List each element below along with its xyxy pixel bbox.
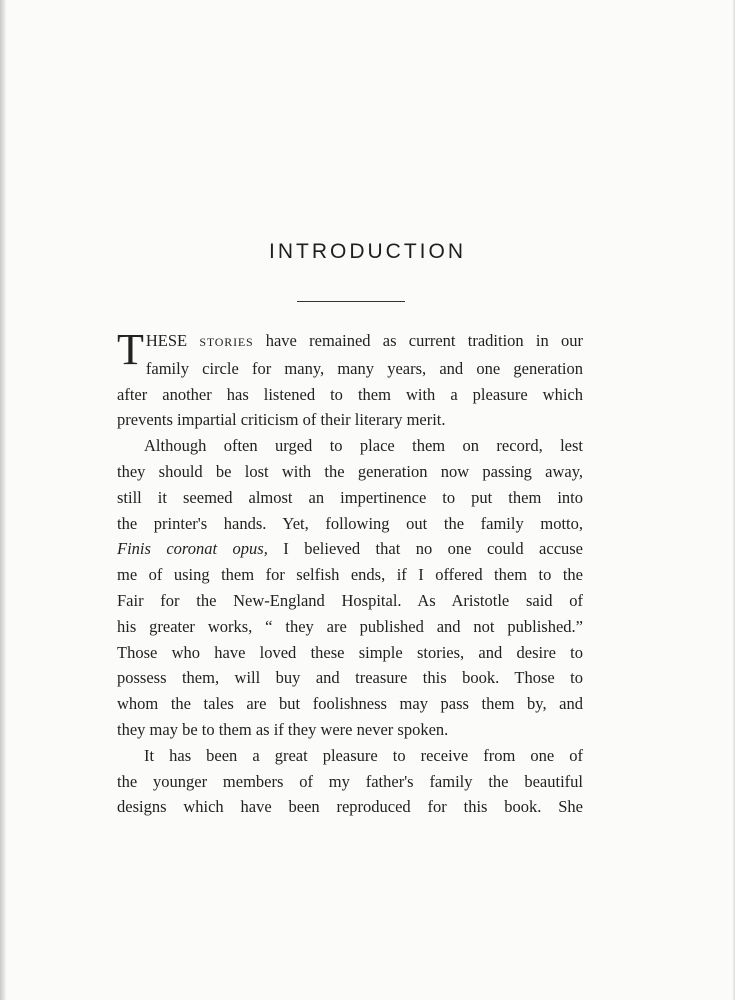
text-line: after another has listened to them with a pleasure which — [117, 384, 583, 404]
text-line: they may be to them as if they were never spoken. — [117, 719, 449, 739]
text-line: Those who have loved these simple stories, and desire to — [117, 642, 583, 662]
page-title: INTRODUCTION — [269, 240, 466, 263]
introduction-text — [117, 325, 584, 820]
text-line: possess them, will buy and treasure this book. Those to — [117, 668, 583, 688]
text-fragment: I believed that no one could accuse — [283, 539, 584, 559]
text-line: designs which have been reproduced for this book. She — [117, 797, 583, 817]
text-line: still it seemed almost an impertinence to put them into — [117, 487, 583, 507]
latin-motto: Finis coronat opus, — [117, 539, 268, 559]
text-line: prevents impartial criticism of their literary merit. — [117, 410, 446, 430]
paragraph-1 — [117, 325, 584, 433]
text-line: It has been a great pleasure to receive from one of — [144, 745, 583, 765]
text-fragment: have remained as current tradition in our — [265, 331, 584, 350]
paragraph-3 — [117, 743, 583, 820]
text-line: they should be lost with the generation now passing away, — [117, 461, 583, 481]
first-word-rest: HESE — [145, 331, 188, 350]
text-line — [117, 328, 583, 356]
page-left-edge — [0, 0, 6, 1000]
text-line: the printer's hands. Yet, following out the family motto, — [117, 513, 583, 533]
text-line — [117, 536, 583, 562]
text-line: his greater works, “ they are published and not published.” — [117, 616, 583, 636]
text-line: me of using them for selfish ends, if I offered them to the — [117, 565, 583, 585]
text-line: the younger members of my father's family the beautiful — [117, 771, 583, 791]
small-caps-word: STORIES — [199, 335, 254, 349]
text-line: family circle for many, many years, and one generation — [145, 358, 583, 378]
text-line: Although often urged to place them on record, lest — [144, 436, 583, 456]
title-divider — [297, 301, 405, 302]
drop-cap: T — [117, 325, 144, 374]
text-line: Fair for the New-England Hospital. As Aristotle said of — [117, 590, 583, 610]
paragraph-2 — [117, 433, 583, 743]
text-line: whom the tales are but foolishness may pass them by, and — [117, 694, 583, 714]
